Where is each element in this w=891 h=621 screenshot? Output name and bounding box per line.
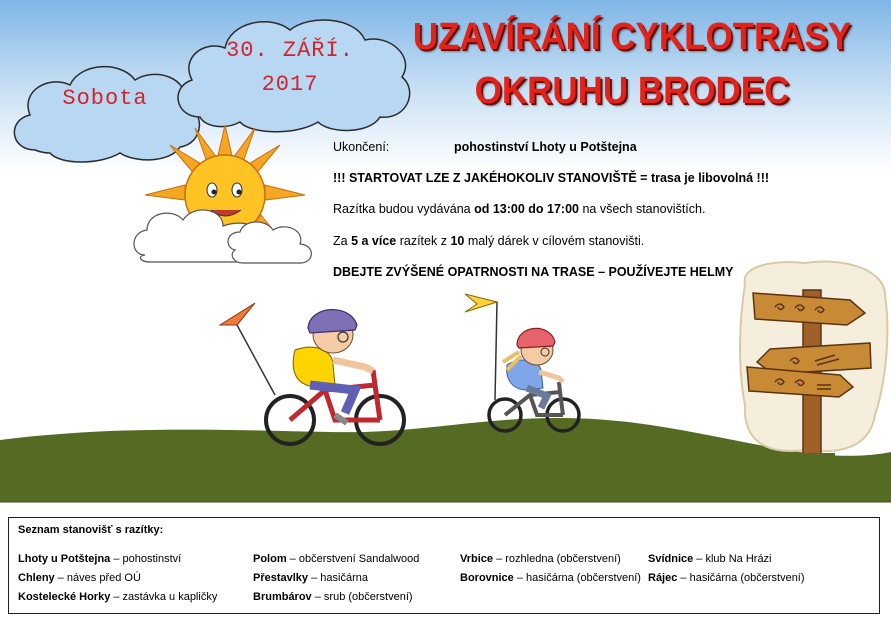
station-name: Polom xyxy=(253,553,287,565)
station-name: Kostelecké Horky xyxy=(18,591,111,603)
station-name: Vrbice xyxy=(460,553,494,565)
station-name: Borovnice xyxy=(460,572,514,584)
station-name: Přestavlky xyxy=(253,572,309,584)
cloud-day-text: Sobota xyxy=(62,86,148,111)
station-name: Lhoty u Potštejna xyxy=(18,553,111,565)
station-name: Chleny xyxy=(18,572,55,584)
station-detail: – hasičárna (občerstvení) xyxy=(513,572,641,584)
stamps-pre: Razítka budou vydávána xyxy=(333,202,475,216)
reward-a: Za xyxy=(333,234,352,248)
station-name: Brumbárov xyxy=(253,591,312,603)
station-detail: – klub Na Hrázi xyxy=(693,553,772,565)
station-detail: – pohostinství xyxy=(110,553,182,565)
cloud-date-line2: 2017 xyxy=(261,72,319,97)
safety-note: DBEJTE ZVÝŠENÉ OPATRNOSTI NA TRASE – POUŽÍVEJTE HELMY xyxy=(333,265,734,279)
adult-cyclist-illustration xyxy=(215,295,415,455)
end-value: pohostinství Lhoty u Potštejna xyxy=(454,140,637,154)
signpost-illustration xyxy=(735,255,891,465)
stations-heading: Seznam stanovišť s razítky: xyxy=(18,524,164,536)
station-detail: – zastávka u kapličky xyxy=(110,591,218,603)
stations-box xyxy=(8,517,880,614)
title-line2: OKRUHU BRODEC xyxy=(474,70,790,112)
station-name: Svídnice xyxy=(648,553,694,565)
station-item xyxy=(460,572,641,584)
stamps-time: od 13:00 do 17:00 xyxy=(474,202,579,216)
station-detail: – srub (občerstvení) xyxy=(311,591,413,603)
child-cyclist-illustration xyxy=(455,290,595,440)
station-detail: – rozhledna (občerstvení) xyxy=(493,553,621,565)
station-name: Rájec xyxy=(648,572,678,584)
start-note: !!! STARTOVAT LZE Z JAKÉHOKOLIV STANOVIŠTĚ = trasa je libovolná !!! xyxy=(333,171,770,185)
station-item xyxy=(18,591,217,603)
station-item xyxy=(18,553,181,565)
reward-e: malý dárek v cílovém stanovišti. xyxy=(464,234,645,248)
station-item xyxy=(648,553,772,565)
stamps-post: na všech stanovištích. xyxy=(578,202,706,216)
station-item xyxy=(460,553,621,565)
title-line1: UZAVÍRÁNÍ CYKLOTRASY xyxy=(412,16,852,58)
cloud-date-line1: 30. ZÁŘÍ. xyxy=(226,38,354,63)
station-item xyxy=(648,572,805,584)
end-label: Ukončení: xyxy=(333,140,390,154)
station-item xyxy=(253,591,413,603)
reward-b: 5 a více xyxy=(351,234,397,248)
station-detail: – náves před OÚ xyxy=(54,572,141,584)
station-detail: – občerstvení Sandalwood xyxy=(286,553,420,565)
station-item xyxy=(253,553,419,565)
station-detail: – hasičárna (občerstvení) xyxy=(677,572,805,584)
station-detail: – hasičárna xyxy=(308,572,368,584)
station-item xyxy=(253,572,368,584)
reward-c: razítek z xyxy=(396,234,451,248)
reward-d: 10 xyxy=(450,234,465,248)
station-item xyxy=(18,572,141,584)
